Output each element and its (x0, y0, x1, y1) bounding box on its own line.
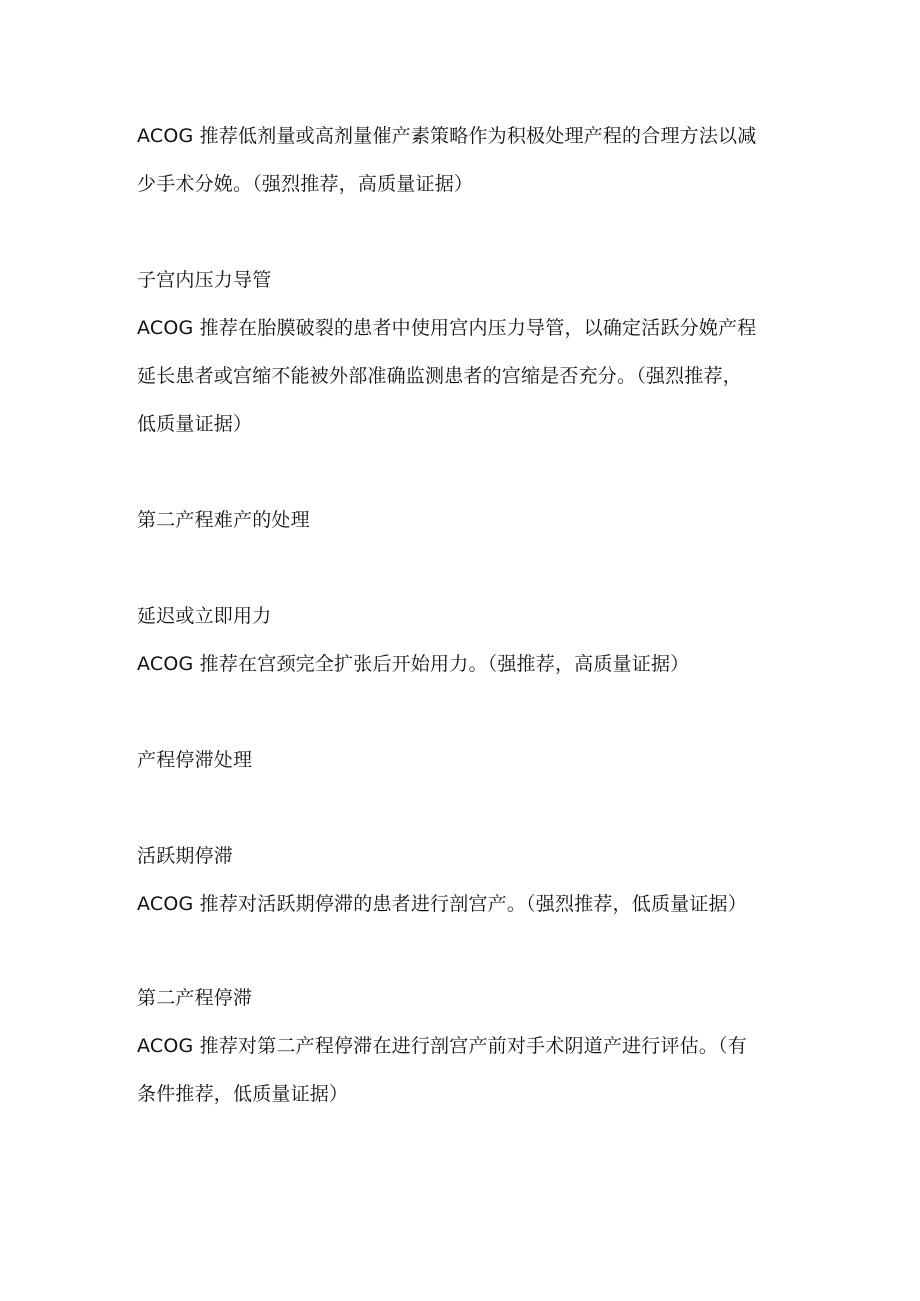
heading-delayed-or-immediate-pushing: 延迟或立即用力 (137, 605, 272, 627)
paragraph-second-stage-arrest-line-1: ACOG 推荐对第二产程停滞在进行剖宫产前对手术阴道产进行评估。（有 (137, 1035, 747, 1057)
paragraph-oxytocin-line-2: 少手术分娩。（强烈推荐，高质量证据） (137, 173, 474, 195)
paragraph-pushing: ACOG 推荐在宫颈完全扩张后开始用力。（强推荐，高质量证据） (137, 653, 690, 675)
paragraph-iupc-line-3: 低质量证据） (137, 413, 253, 435)
heading-second-stage-dystocia: 第二产程难产的处理 (137, 509, 310, 531)
paragraph-iupc-line-1: ACOG 推荐在胎膜破裂的患者中使用宫内压力导管，以确定活跃分娩产程 (137, 317, 757, 339)
heading-second-stage-arrest: 第二产程停滞 (137, 987, 253, 1009)
paragraph-second-stage-arrest-line-2: 条件推荐，低质量证据） (137, 1083, 349, 1105)
heading-labor-arrest: 产程停滞处理 (137, 749, 253, 771)
heading-active-phase-arrest: 活跃期停滞 (137, 845, 234, 867)
paragraph-iupc-line-2: 延长患者或宫缩不能被外部准确监测患者的宫缩是否充分。（强烈推荐， (137, 365, 742, 387)
paragraph-active-phase-arrest: ACOG 推荐对活跃期停滞的患者进行剖宫产。（强烈推荐，低质量证据） (137, 893, 747, 915)
heading-iupc: 子宫内压力导管 (137, 269, 272, 291)
paragraph-oxytocin-line-1: ACOG 推荐低剂量或高剂量催产素策略作为积极处理产程的合理方法以减 (137, 125, 757, 147)
